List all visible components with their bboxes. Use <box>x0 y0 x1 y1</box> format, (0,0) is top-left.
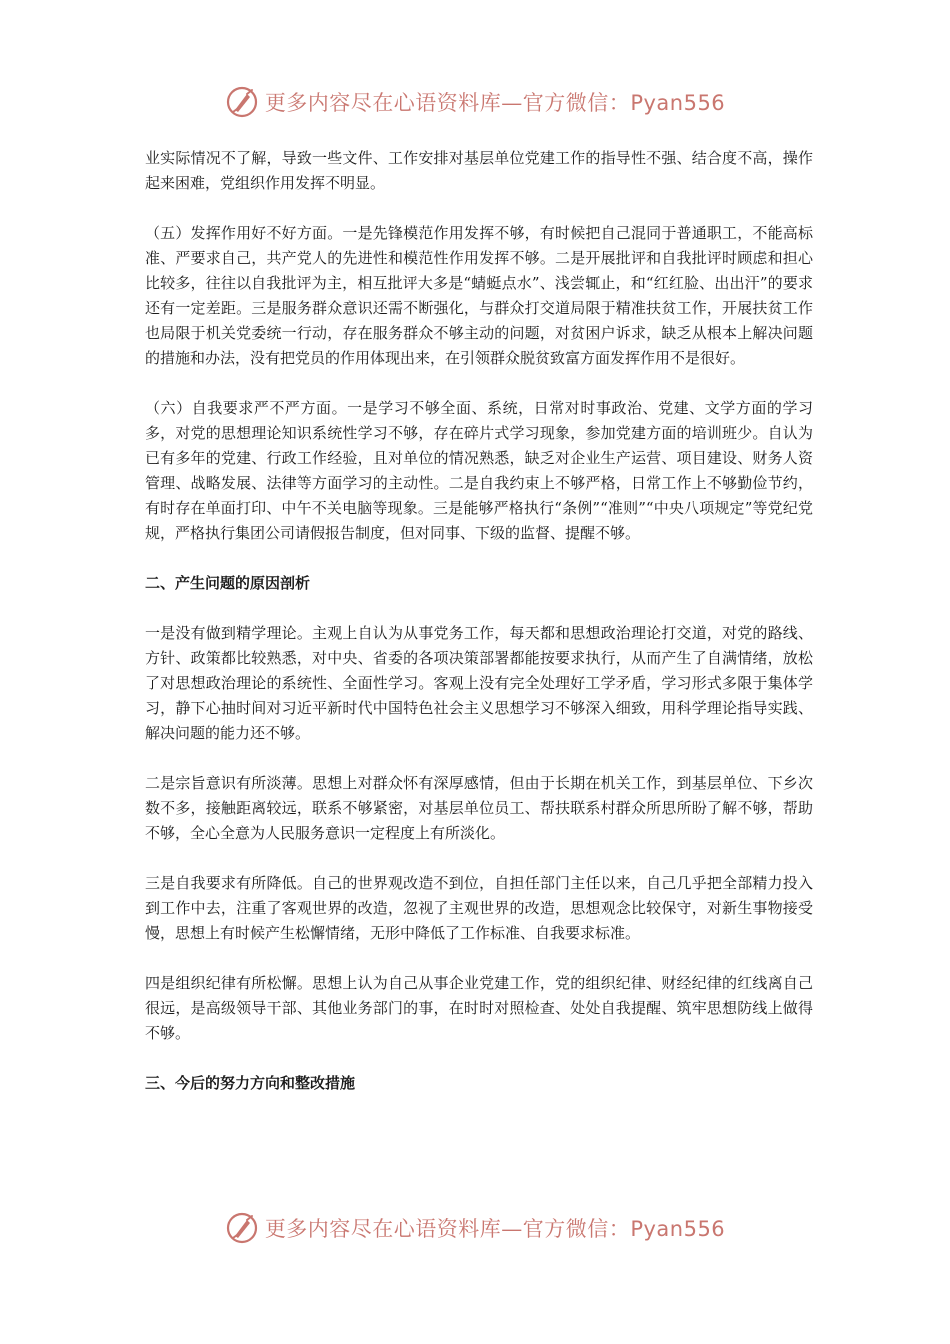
quill-logo-icon <box>225 85 259 119</box>
cause-paragraph-1: 一是没有做到精学理论。主观上自认为从事党务工作，每天都和思想政治理论打交道，对党的路线、方针、政策都比较熟悉，对中央、省委的各项决策部署都能按要求执行，从而产生了自满情绪，放松了对思想政治理论的系统性、全面性学习。客观上没有完全处理好工学矛盾，学习形式多限于集体学习，静下心抽时间对习近平新时代中国特色社会主义思想学习不够深入细致，用科学理论指导实践、解决问题的能力还不够。 <box>145 624 813 742</box>
paragraph-item-5: （五）发挥作用好不好方面。一是先锋模范作用发挥不够，有时候把自己混同于普通职工，不能高标准、严要求自己，共产党人的先进性和模范性作用发挥不够。二是开展批评和自我批评时顾虑和担心比较多，往往以自我批评为主，相互批评大多是“蜻蜓点水”、浅尝辄止，和“红红脸、出出汗”的要求还有一定差距。三是服务群众意识还需不断强化，与群众打交道局限于精准扶贫工作，开展扶贫工作也局限于机关党委统一行动，存在服务群众不够主动的问题，对贫困户诉求，缺乏从根本上解决问题的措施和办法，没有把党员的作用体现出来，在引领群众脱贫致富方面发挥作用不是很好。 <box>145 224 813 367</box>
paragraph-continuation: 业实际情况不了解，导致一些文件、工作安排对基层单位党建工作的指导性不强、结合度不高，操作起来困难，党组织作用发挥不明显。 <box>145 149 813 192</box>
cause-paragraph-2: 二是宗旨意识有所淡薄。思想上对群众怀有深厚感情，但由于长期在机关工作，到基层单位、下乡次数不多，接触距离较远，联系不够紧密，对基层单位员工、帮扶联系村群众所思所盼了解不够，帮助不够，全心全意为人民服务意识一定程度上有所淡化。 <box>145 774 813 842</box>
banner-text <box>265 87 725 117</box>
cause-paragraph-3: 三是自我要求有所降低。自己的世界观改造不到位，自担任部门主任以来，自己几乎把全部精力投入到工作中去，注重了客观世界的改造，忽视了主观世界的改造，思想观念比较保守，对新生事物接受慢，思想上有时候产生松懈情绪，无形中降低了工作标准、自我要求标准。 <box>145 874 813 942</box>
paragraph-item-6: （六）自我要求严不严方面。一是学习不够全面、系统，日常对时事政治、党建、文学方面的学习多，对党的思想理论知识系统性学习不够，存在碎片式学习现象，参加党建方面的培训班少。自认为已有多年的党建、行政工作经验，且对单位的情况熟悉，缺乏对企业生产运营、项目建设、财务人资管理、战略发展、法律等方面学习的主动性。二是自我约束上不够严格，日常工作上不够勤俭节约，有时存在单面打印、中午不关电脑等现象。三是能够严格执行“条例”“准则”“中央八项规定”等党纪党规，严格执行集团公司请假报告制度，但对同事、下级的监督、提醒不够。 <box>145 399 813 542</box>
quill-logo-icon <box>225 1211 259 1245</box>
cause-paragraph-4: 四是组织纪律有所松懈。思想上认为自己从事企业党建工作，党的组织纪律、财经纪律的红线离自己很远，是高级领导干部、其他业务部门的事，在时时对照检查、处处自我提醒、筑牢思想防线上做得不够。 <box>145 974 813 1042</box>
section-heading-2: 二、产生问题的原因剖析 <box>145 574 311 592</box>
banner-text-cn: 更多内容尽在心语资料库—官方微信： <box>264 1217 631 1241</box>
banner-wechat-id: Pyan556 <box>630 1217 726 1241</box>
header-banner <box>0 82 950 122</box>
footer-banner <box>0 1208 950 1248</box>
document-body <box>145 146 813 1121</box>
banner-wechat-id: Pyan556 <box>630 91 726 115</box>
banner-text-cn: 更多内容尽在心语资料库—官方微信： <box>264 91 631 115</box>
section-heading-3: 三、今后的努力方向和整改措施 <box>145 1074 356 1092</box>
banner-text <box>265 1213 725 1243</box>
